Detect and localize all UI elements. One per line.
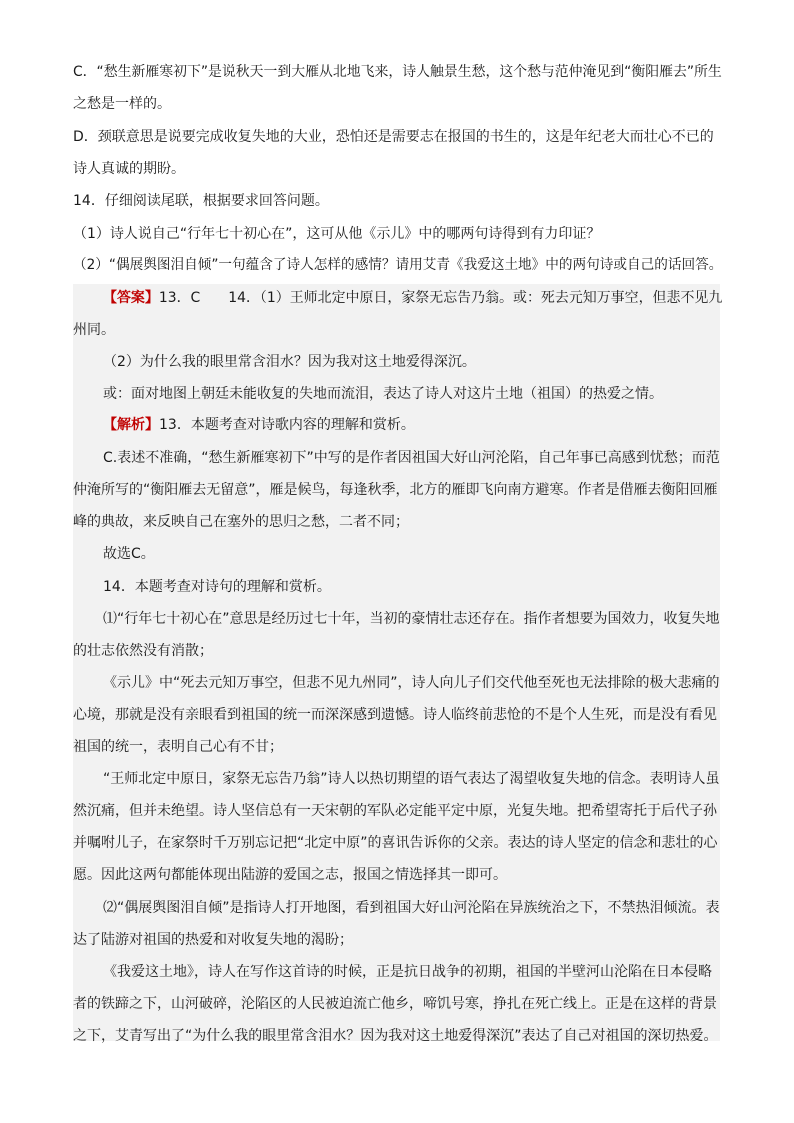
analysis-14-p5-line1: 《我爱这土地》，诗人在写作这首诗的时候，正是抗日战争的初期，祖国的半壁河山沦陷在日本侵略 [103,964,712,980]
analysis-14-p4-line2: 达了陆游对祖国的热爱和对收复失地的渴盼； [73,932,353,948]
analysis-13-line3: 峰的典故，来反映自己在塞外的思归之愁，二者不同； [73,514,409,530]
analysis-line1 [103,416,415,434]
analysis-14-p4-line1: ⑵“偶展舆图泪自倾”是指诗人打开地图，看到祖国大好山河沦陷在异族统治之下，不禁热泪倾流。表 [103,900,720,916]
analysis-14-p2-line3: 祖国的统一，表明自己心有不甘； [73,739,283,755]
answer-tag: 【答案】 [103,290,159,306]
answer-line3: （2）为什么我的眼里常含泪水？因为我对这土地爱得深沉。 [103,354,476,370]
analysis-14-p3-line4: 愿。因此这两句都能体现出陆游的爱国之志，报国之情选择其一即可。 [73,867,507,883]
answer-line1 [103,289,722,307]
analysis-14-p3-line1: “王师北定中原日，家祭无忘告乃翁”诗人以热切期望的语气表达了渴望收复失地的信念。表明诗人虽 [103,771,720,787]
answer-line2: 州同。 [73,322,115,338]
analysis-14-p3-line3: 并嘱咐儿子，在家祭时千万别忘记把“北定中原”的喜讯告诉你的父亲。表达的诗人坚定的信念和悲壮的心 [73,835,718,851]
analysis-line1-text: 13．本题考查对诗歌内容的理解和赏析。 [159,417,415,433]
analysis-14-p2-line1: 《示儿》中“死去元知万事空，但悲不见九州同”，诗人向儿子们交代他至死也无法排除的极大悲痛的 [103,675,720,691]
analysis-13-line2: 仲淹所写的“衡阳雁去无留意”，雁是候鸟，每逢秋季，北方的雁即飞向南方避寒。作者是借雁去衡阳回雁 [73,482,718,498]
option-d-line1: D．颈联意思是说要完成收复失地的大业，恐怕还是需要志在报国的书生的，这是年纪老大而壮心不已的 [73,129,714,145]
analysis-14-p5-line3: 之下，艾青写出了“为什么我的眼里常含泪水？因为我对这土地爱得深沉”表达了自己对祖国的深切热爱。 [73,1028,718,1044]
analysis-14-p3-line2: 然沉痛，但并未绝望。诗人坚信总有一天宋朝的军队必定能平定中原，光复失地。把希望寄托于后代子孙 [73,803,717,819]
analysis-14-p1-line1: ⑴“行年七十初心在”意思是经历过七十年，当初的豪情壮志还存在。指作者想要为国效力，收复失地 [103,611,720,627]
answer-line1-text: 13．C 14．（1）王师北定中原日，家祭无忘告乃翁。或：死去元知万事空，但悲不见九 [158,290,723,306]
option-d-line2: 诗人真诚的期盼。 [73,161,185,177]
analysis-14-p1-line2: 的壮志依然没有消散； [73,643,213,659]
analysis-13-conclusion: 故选C。 [103,546,155,562]
option-c-line2: 之愁是一样的。 [73,96,171,112]
question-14-part2: （2）“偶展舆图泪自倾”一句蕴含了诗人怎样的感情？请用艾青《我爱这土地》中的两句诗或自己的话回答。 [73,257,723,273]
analysis-13-line1: C.表述不准确，“愁生新雁寒初下”中写的是作者因祖国大好山河沦陷，自己年事已高感到忧愁；而范 [103,450,720,466]
analysis-14-p5-line2: 者的铁蹄之下，山河破碎，沦陷区的人民被迫流亡他乡，啼饥号寒，挣扎在死亡线上。正是在这样的背景 [73,996,717,1012]
answer-line4: 或：面对地图上朝廷未能收复的失地而流泪，表达了诗人对这片土地（祖国）的热爱之情。 [103,386,663,402]
option-c-line1: C．“愁生新雁寒初下”是说秋天一到大雁从北地飞来，诗人触景生愁，这个愁与范仲淹见到“衡阳雁去”所生 [73,64,722,80]
analysis-14-heading: 14．本题考查对诗句的理解和赏析。 [103,579,331,595]
analysis-14-p2-line2: 心境，那就是没有亲眼看到祖国的统一而深深感到遗憾。诗人临终前悲怆的不是个人生死，而是没有看见 [73,707,717,723]
question-14-part1: （1）诗人说自己“行年七十初心在”，这可从他《示儿》中的哪两句诗得到有力印证？ [73,226,601,242]
analysis-tag: 【解析】 [103,417,159,433]
question-14-heading: 14．仔细阅读尾联，根据要求回答问题。 [73,193,329,209]
